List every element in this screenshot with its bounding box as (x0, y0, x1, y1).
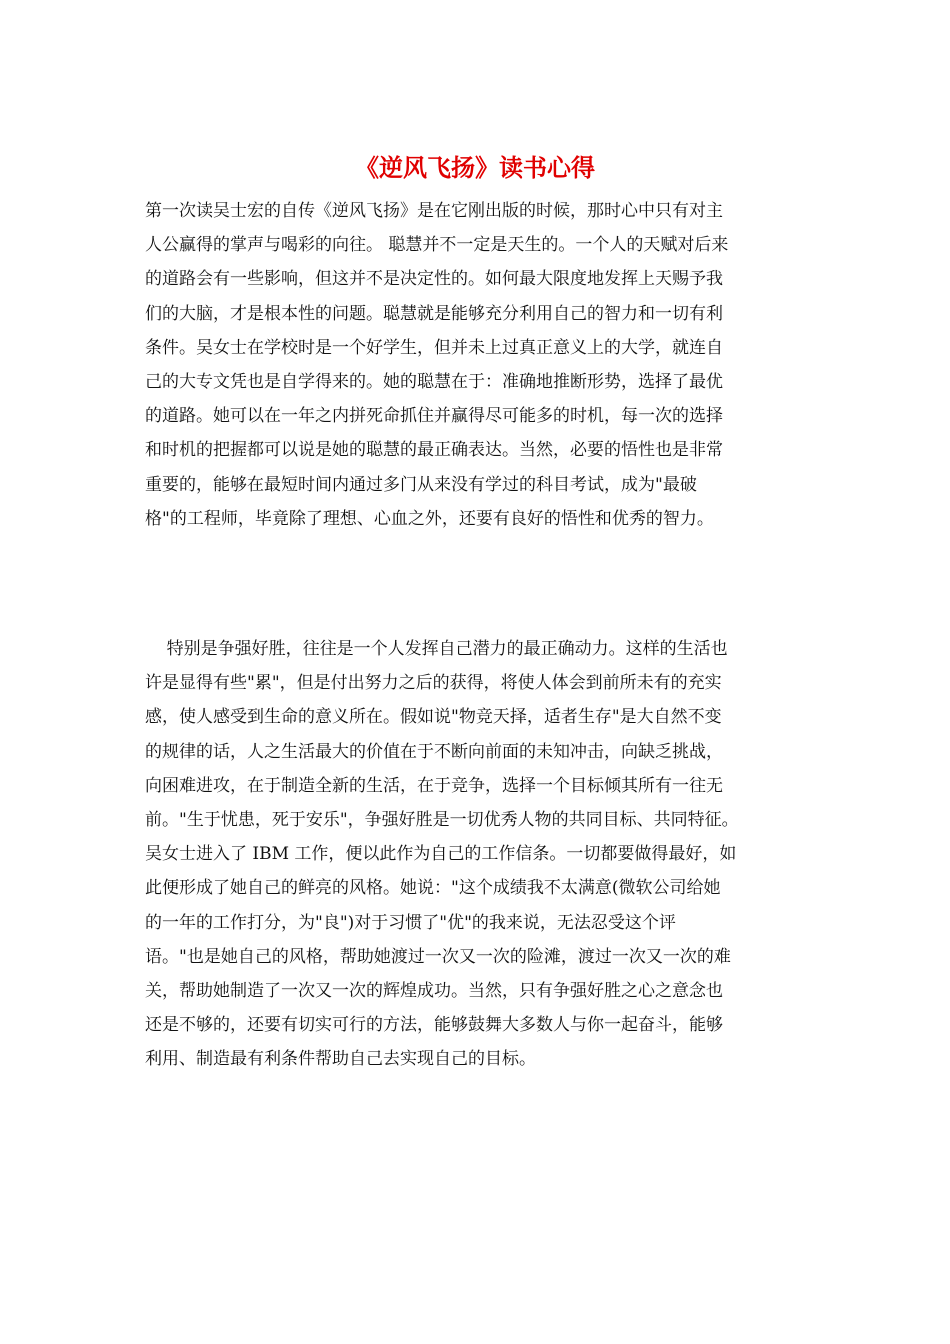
paragraph-line: 和时机的把握都可以说是她的聪慧的最正确表达。当然，必要的悟性也是非常 (145, 440, 723, 461)
paragraph-line: 己的大专文凭也是自学得来的。她的聪慧在于：准确地推断形势，选择了最优 (145, 372, 723, 393)
paragraph-line: 们的大脑，才是根本性的问题。聪慧就是能够充分利用自己的智力和一切有利 (145, 303, 723, 324)
paragraph-line: 的道路。她可以在一年之内拼死命抓住并赢得尽可能多的时机，每一次的选择 (145, 406, 723, 427)
paragraph-line: 还是不够的，还要有切实可行的方法，能够鼓舞大多数人与你一起奋斗，能够 (145, 1015, 723, 1036)
paragraph-line: 人公赢得的掌声与喝彩的向往。 聪慧并不一定是天生的。一个人的天赋对后来 (145, 235, 729, 256)
paragraph-line: 吴女士进入了 IBM 工作，便以此作为自己的工作信条。一切都要做得最好，如 (145, 844, 737, 865)
paragraph-line: 此便形成了她自己的鲜亮的风格。她说："这个成绩我不太满意(微软公司给她 (145, 878, 721, 899)
paragraph-line: 的规律的话，人之生活最大的价值在于不断向前面的未知冲击，向缺乏挑战， (145, 741, 723, 762)
document-title: 《逆风飞扬》读书心得 (355, 153, 595, 182)
paragraph-line: 许是显得有些"累"，但是付出努力之后的获得，将使人体会到前所未有的充实 (145, 673, 722, 694)
paragraph-line: 前。"生于忧患，死于安乐"，争强好胜是一切优秀人物的共同目标、共同特征。 (145, 810, 739, 831)
paragraph-line: 重要的，能够在最短时间内通过多门从来没有学过的科目考试，成为"最破 (145, 474, 697, 495)
paragraph-1 (145, 194, 805, 536)
paragraph-line: 关，帮助她制造了一次又一次的辉煌成功。当然，只有争强好胜之心之意念也 (145, 981, 723, 1002)
paragraph-line: 利用、制造最有利条件帮助自己去实现自己的目标。 (145, 1049, 536, 1070)
paragraph-line: 特别是争强好胜，往往是一个人发挥自己潜力的最正确动力。这样的生活也 (145, 639, 728, 659)
paragraph-line: 向困难进攻，在于制造全新的生活，在于竞争，选择一个目标倾其所有一往无 (145, 775, 723, 796)
paragraph-line: 第一次读吴士宏的自传《逆风飞扬》是在它刚出版的时候，那时心中只有对主 (145, 201, 723, 221)
paragraph-line: 格"的工程师，毕竟除了理想、心血之外，还要有良好的悟性和优秀的智力。 (145, 508, 714, 529)
paragraph-line: 的道路会有一些影响，但这并不是决定性的。如何最大限度地发挥上天赐予我 (145, 269, 723, 290)
paragraph-line: 感，使人感受到生命的意义所在。假如说"物竞天择，适者生存"是大自然不变 (145, 707, 722, 728)
paragraph-2 (145, 632, 805, 1077)
paragraph-line: 的一年的工作打分，为"良")对于习惯了"优"的我来说，无法忍受这个评 (145, 912, 676, 933)
paragraph-line: 条件。吴女士在学校时是一个好学生，但并未上过真正意义上的大学，就连自 (145, 337, 723, 358)
paragraph-line: 语。"也是她自己的风格，帮助她渡过一次又一次的险滩，渡过一次又一次的难 (145, 946, 731, 967)
